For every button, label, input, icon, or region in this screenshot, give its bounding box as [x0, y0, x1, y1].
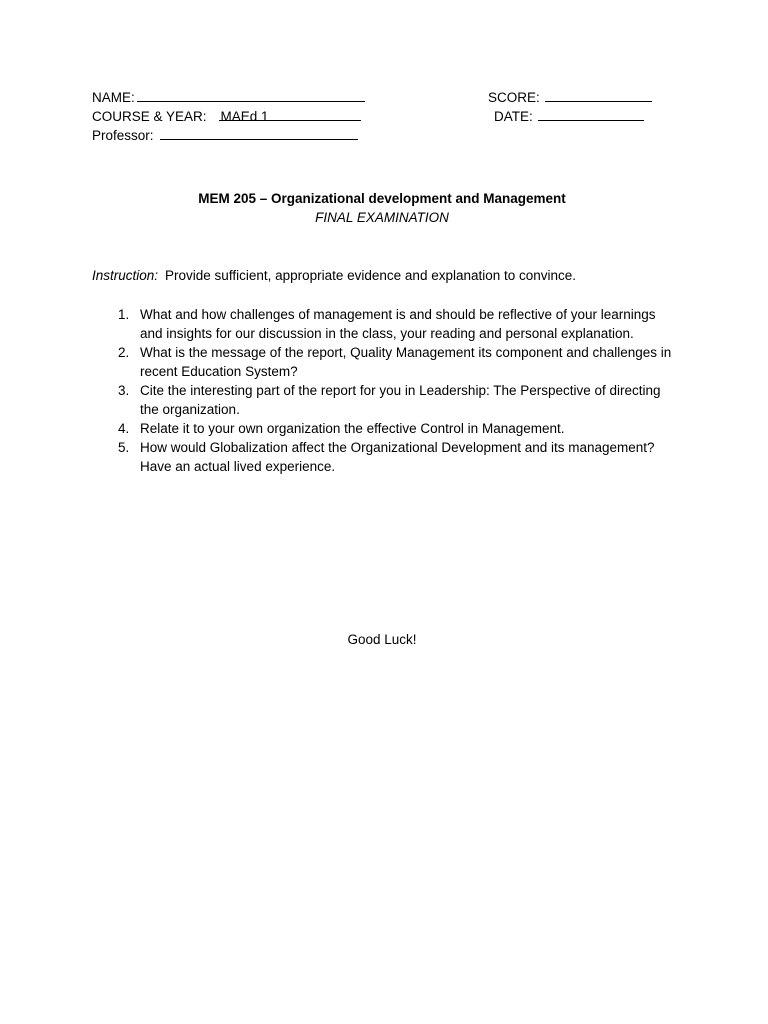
question-text: How would Globalization affect the Organizational Development and its management? Have an actual lived experience. — [140, 440, 655, 474]
name-blank-line — [137, 88, 365, 102]
title-block — [92, 189, 672, 227]
question-item-2 — [118, 343, 672, 381]
question-number: 4. — [118, 421, 130, 436]
name-score-row — [92, 88, 672, 107]
question-text: Relate it to your own organization the effective Control in Management. — [140, 421, 565, 436]
question-item-4 — [118, 419, 672, 438]
score-blank-line — [545, 88, 652, 102]
date-field — [494, 107, 644, 126]
question-number: 5. — [118, 440, 130, 455]
date-blank-line — [538, 107, 644, 121]
question-item-1 — [118, 305, 672, 343]
question-item-5 — [118, 438, 672, 476]
question-item-3 — [118, 381, 672, 419]
course-blank-line — [219, 107, 361, 124]
question-number: 2. — [118, 345, 130, 360]
professor-blank-line — [160, 126, 358, 140]
course-title: MEM 205 – Organizational development and Management — [198, 191, 566, 206]
question-list — [92, 305, 672, 476]
course-date-row — [92, 107, 672, 126]
course-year-value: MAEd 1 — [220, 109, 269, 124]
score-label: SCORE: — [488, 90, 540, 105]
instruction-text: Provide sufficient, appropriate evidence and explanation to convince. — [165, 268, 577, 283]
course-year-label: COURSE & YEAR: — [92, 109, 207, 124]
name-label: NAME: — [92, 90, 135, 105]
closing-message: Good Luck! — [347, 632, 417, 647]
exam-subtitle: FINAL EXAMINATION — [315, 210, 449, 225]
date-label: DATE: — [494, 109, 533, 124]
question-number: 1. — [118, 307, 130, 322]
question-text: What and how challenges of management is and should be reflective of your learnings and insights for our discussion in the class, your reading and personal explanation. — [140, 307, 656, 341]
question-text: What is the message of the report, Quality Management its component and challenges in recent Education System? — [140, 345, 672, 379]
score-field — [488, 88, 652, 107]
instruction-label: Instruction: — [92, 268, 159, 283]
professor-row — [92, 126, 672, 145]
professor-label: Professor: — [92, 128, 154, 143]
question-text: Cite the interesting part of the report for you in Leadership: The Perspective of directing the organization. — [140, 383, 661, 417]
instruction-line — [92, 266, 672, 285]
question-number: 3. — [118, 383, 130, 398]
